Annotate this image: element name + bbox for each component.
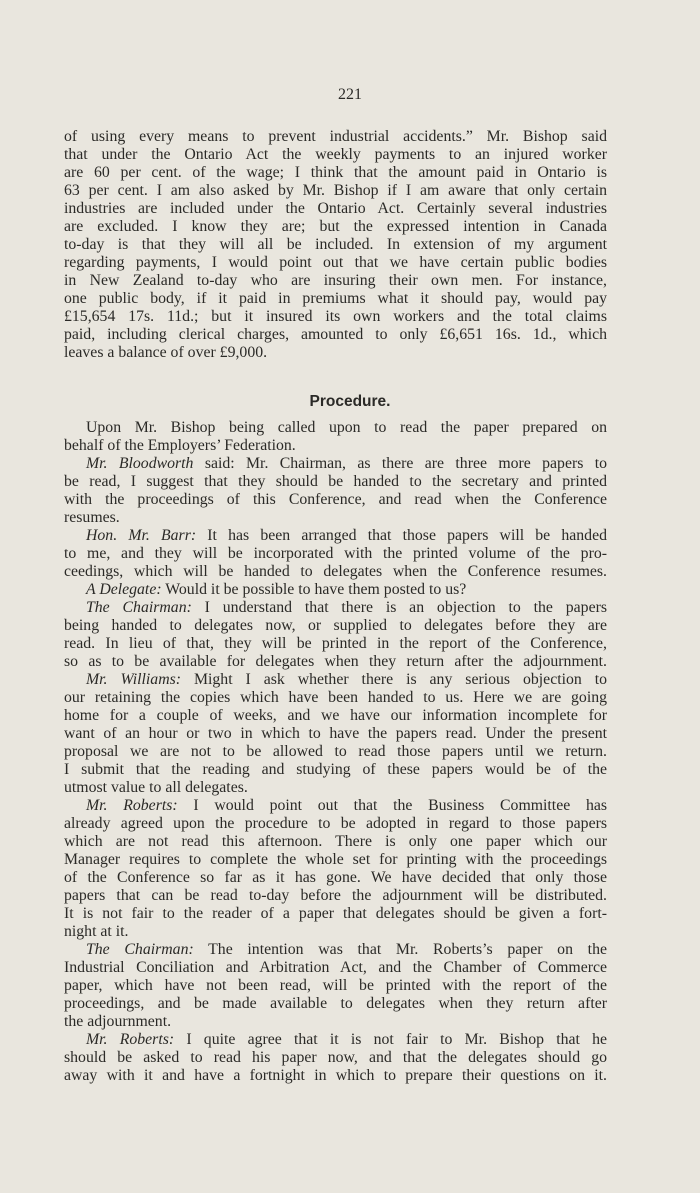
line-text: of the Conference so far as it has gone. We have decided that only those xyxy=(64,869,607,886)
text-line xyxy=(64,797,607,815)
line-text: away with it and have a fortnight in which to prepare their questions on it. xyxy=(64,1067,607,1084)
text-line xyxy=(64,725,607,743)
text-line xyxy=(64,671,607,689)
text-line: £15,654 17s. 11d.; but it insured its own workers and the total claims xyxy=(64,308,607,325)
line-text: to me, and they will be incorporated with the printed volume of the pro- xyxy=(64,545,607,562)
text-line xyxy=(64,869,607,887)
speaker-name: The Chairman: xyxy=(86,941,194,958)
line-text: said: Mr. Chairman, as there are three more papers to xyxy=(193,455,607,472)
line-text: Would it be possible to have them posted to us? xyxy=(161,581,467,598)
text-line: one public body, if it paid in premiums what it should pay, would pay xyxy=(64,290,607,307)
line-text: I understand that there is an objection to the papers xyxy=(191,599,607,616)
text-line xyxy=(64,527,607,545)
line-text: proposal we are not to be allowed to read those papers until we return. xyxy=(64,743,607,760)
line-text: I would point out that the Business Committee has xyxy=(177,797,608,814)
line-text: read. In lieu of that, they will be printed in the report of the Conference, xyxy=(64,635,607,652)
line-text: utmost value to all delegates. xyxy=(64,779,248,796)
text-line: paid, including clerical charges, amounted to only £6,651 16s. 1d., which xyxy=(64,326,607,343)
text-line xyxy=(64,473,607,491)
text-line xyxy=(64,617,607,635)
line-text: ceedings, which will be handed to delegates when the Conference resumes. xyxy=(64,563,607,580)
text-line: in New Zealand to-day who are insuring their own men. For instance, xyxy=(64,272,607,289)
line-text: paper, which have not been read, will be printed with the report of the xyxy=(64,977,607,994)
section-heading: Procedure. xyxy=(309,393,391,410)
line-text: with the proceedings of this Conference, and read when the Conference xyxy=(64,491,607,508)
text-line xyxy=(64,743,607,761)
line-text: Upon Mr. Bishop being called upon to read the paper prepared on xyxy=(86,419,607,436)
line-text: I quite agree that it is not fair to Mr. Bishop that he xyxy=(174,1031,608,1048)
line-text: so as to be available for delegates when they return after the adjournment. xyxy=(64,653,607,670)
line-text: the adjournment. xyxy=(64,1013,172,1030)
text-line xyxy=(64,995,607,1013)
text-line xyxy=(64,509,607,527)
text-line xyxy=(64,833,607,851)
text-line: are 60 per cent. of the wage; I think that the amount paid in Ontario is xyxy=(64,164,607,181)
text-line xyxy=(64,419,607,437)
line-text: Industrial Conciliation and Arbitration Act, and the Chamber of Commerce xyxy=(64,959,607,976)
text-line xyxy=(64,851,607,869)
procedure-body xyxy=(64,419,607,1085)
line-text: Might I ask whether there is any serious objection to xyxy=(181,671,608,688)
text-line xyxy=(64,1031,607,1049)
page-number: 221 xyxy=(338,86,362,103)
speaker-name: Mr. Bloodworth xyxy=(86,455,194,472)
text-line xyxy=(64,761,607,779)
text-line xyxy=(64,599,607,617)
line-text: already agreed upon the procedure to be adopted in regard to those papers xyxy=(64,815,607,832)
line-text: being handed to delegates now, or supplied to delegates before they are xyxy=(64,617,607,634)
speaker-name: Hon. Mr. Barr: xyxy=(86,527,197,544)
text-line xyxy=(64,941,607,959)
text-line xyxy=(64,923,607,941)
text-line xyxy=(64,563,607,581)
line-text: should be asked to read his paper now, and that the delegates should go xyxy=(64,1049,607,1066)
text-line xyxy=(64,779,607,797)
line-text: proceedings, and be made available to delegates when they return after xyxy=(64,995,607,1012)
text-line xyxy=(64,545,607,563)
speaker-name: Mr. Roberts: xyxy=(86,1031,175,1048)
text-line xyxy=(64,959,607,977)
line-text: It is not fair to the reader of a paper that delegates should be given a fort- xyxy=(64,905,607,922)
text-line xyxy=(64,653,607,671)
line-text: which are not read this afternoon. There is only one paper which our xyxy=(64,833,607,850)
text-line xyxy=(64,455,607,473)
line-text: The intention was that Mr. Roberts’s paper on the xyxy=(193,941,607,958)
line-text: Manager requires to complete the whole set for printing with the proceedings xyxy=(64,851,607,868)
text-line xyxy=(64,1049,607,1067)
text-line xyxy=(64,977,607,995)
text-line xyxy=(64,905,607,923)
line-text: It has been arranged that those papers will be handed xyxy=(196,527,607,544)
speaker-name: The Chairman: xyxy=(86,599,192,616)
text-line xyxy=(64,689,607,707)
speaker-name: Mr. Roberts: xyxy=(86,797,178,814)
line-text: papers that can be read to-day before the adjournment will be distributed. xyxy=(64,887,607,904)
text-line xyxy=(64,635,607,653)
text-line: regarding payments, I would point out that we have certain public bodies xyxy=(64,254,607,271)
intro-paragraph xyxy=(64,128,607,362)
line-text: want of an hour or two in which to have the papers read. Under the present xyxy=(64,725,607,742)
line-text: home for a couple of weeks, and we have our information incomplete for xyxy=(64,707,607,724)
text-line: to-day is that they will all be included. In extension of my argument xyxy=(64,236,607,253)
line-text: night at it. xyxy=(64,923,129,940)
text-line xyxy=(64,581,607,599)
text-line: 63 per cent. I am also asked by Mr. Bishop if I am aware that only certain xyxy=(64,182,607,199)
line-text: I submit that the reading and studying of these papers would be of the xyxy=(64,761,607,778)
speaker-name: A Delegate: xyxy=(86,581,162,598)
text-line xyxy=(64,437,607,455)
speaker-name: Mr. Williams: xyxy=(86,671,182,688)
line-text: behalf of the Employers’ Federation. xyxy=(64,437,296,454)
line-text: be read, I suggest that they should be handed to the secretary and printed xyxy=(64,473,607,490)
text-line: industries are included under the Ontario Act. Certainly several industries xyxy=(64,200,607,217)
text-line xyxy=(64,1067,607,1085)
text-line xyxy=(64,815,607,833)
text-line xyxy=(64,1013,607,1031)
text-line xyxy=(64,887,607,905)
text-line: leaves a balance of over £9,000. xyxy=(64,344,268,361)
text-line: of using every means to prevent industrial accidents.” Mr. Bishop said xyxy=(64,128,607,145)
line-text: resumes. xyxy=(64,509,120,526)
text-line: that under the Ontario Act the weekly payments to an injured worker xyxy=(64,146,607,163)
text-line xyxy=(64,707,607,725)
text-line: are excluded. I know they are; but the expressed intention in Canada xyxy=(64,218,607,235)
text-line xyxy=(64,491,607,509)
line-text: our retaining the copies which have been handed to us. Here we are going xyxy=(64,689,607,706)
